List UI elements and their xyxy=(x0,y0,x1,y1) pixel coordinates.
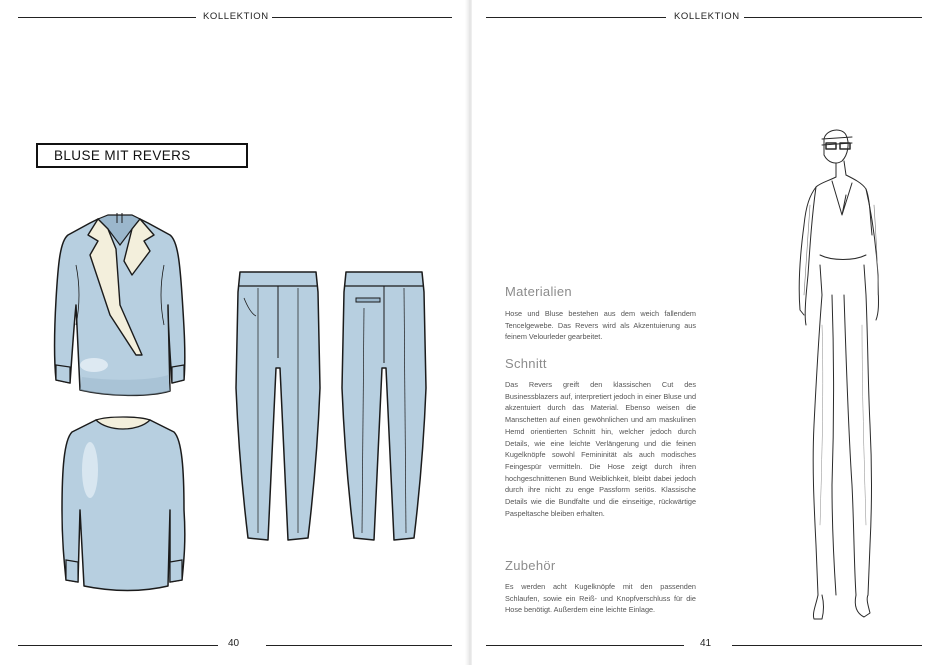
footer-rule xyxy=(486,645,684,646)
section-heading-materialien: Materialien xyxy=(505,284,572,299)
section-heading-zubehoer: Zubehör xyxy=(505,558,556,573)
fashion-figure-sketch xyxy=(792,125,902,630)
right-page-footer xyxy=(472,638,940,652)
right-page-header xyxy=(472,11,940,25)
page-number: 40 xyxy=(228,638,240,649)
section-text-schnitt: Das Revers greift den klassischen Cut des Businessblazers auf, interpretiert jedoch in einer Bluse und akzentuiert durch das Material. Ebenso weisen die Manschetten auf einen gewöhnlichen und am maskulinen Hemd orientierten Schnitt hin, welcher jedoch durch Details, wie eine leichte Verlängerung und die feinen Kugelknöpfe sowohl Femininität als auch modisches Feingespür vermitteln. Die Hose zeigt durch ihren hochgeschnittenen Bund Weiblichkeit, bleibt dabei jedoch durch ihre nicht zu enge Passform seriös. Klassische Details wie die Bundfalte und die einseitige, rückwärtige Paspeltasche bleiben erhalten. xyxy=(505,380,696,518)
left-page-header xyxy=(0,11,468,25)
footer-rule xyxy=(18,645,218,646)
header-rule xyxy=(486,17,666,18)
footer-rule xyxy=(732,645,922,646)
page-number: 41 xyxy=(700,638,712,649)
blouse-front-sketch xyxy=(50,205,190,400)
header-rule xyxy=(272,17,452,18)
section-title: BLUSE MIT REVERS xyxy=(54,148,191,163)
section-text-materialien: Hose und Bluse bestehen aus dem weich fallendem Tencelgewebe. Das Revers wird als Akzentuierung aus feinem Velourleder gearbeitet. xyxy=(505,309,696,342)
header-rule xyxy=(744,17,922,18)
trousers-back-sketch xyxy=(340,268,428,544)
section-heading-schnitt: Schnitt xyxy=(505,356,547,371)
section-text-zubehoer: Es werden acht Kugelknöpfe mit den passenden Schlaufen, sowie ein Reiß- und Knopfverschluss für die Hose benötigt. Außerdem eine leichte Einlage. xyxy=(505,582,696,615)
trousers-front-sketch xyxy=(234,268,322,544)
left-page xyxy=(0,0,468,665)
header-rule xyxy=(18,17,196,18)
header-label: KOLLEKTION xyxy=(203,11,269,22)
left-page-footer xyxy=(0,638,468,652)
blouse-back-sketch xyxy=(58,410,188,595)
header-label: KOLLEKTION xyxy=(674,11,740,22)
footer-rule xyxy=(266,645,452,646)
section-title-box xyxy=(36,143,248,168)
